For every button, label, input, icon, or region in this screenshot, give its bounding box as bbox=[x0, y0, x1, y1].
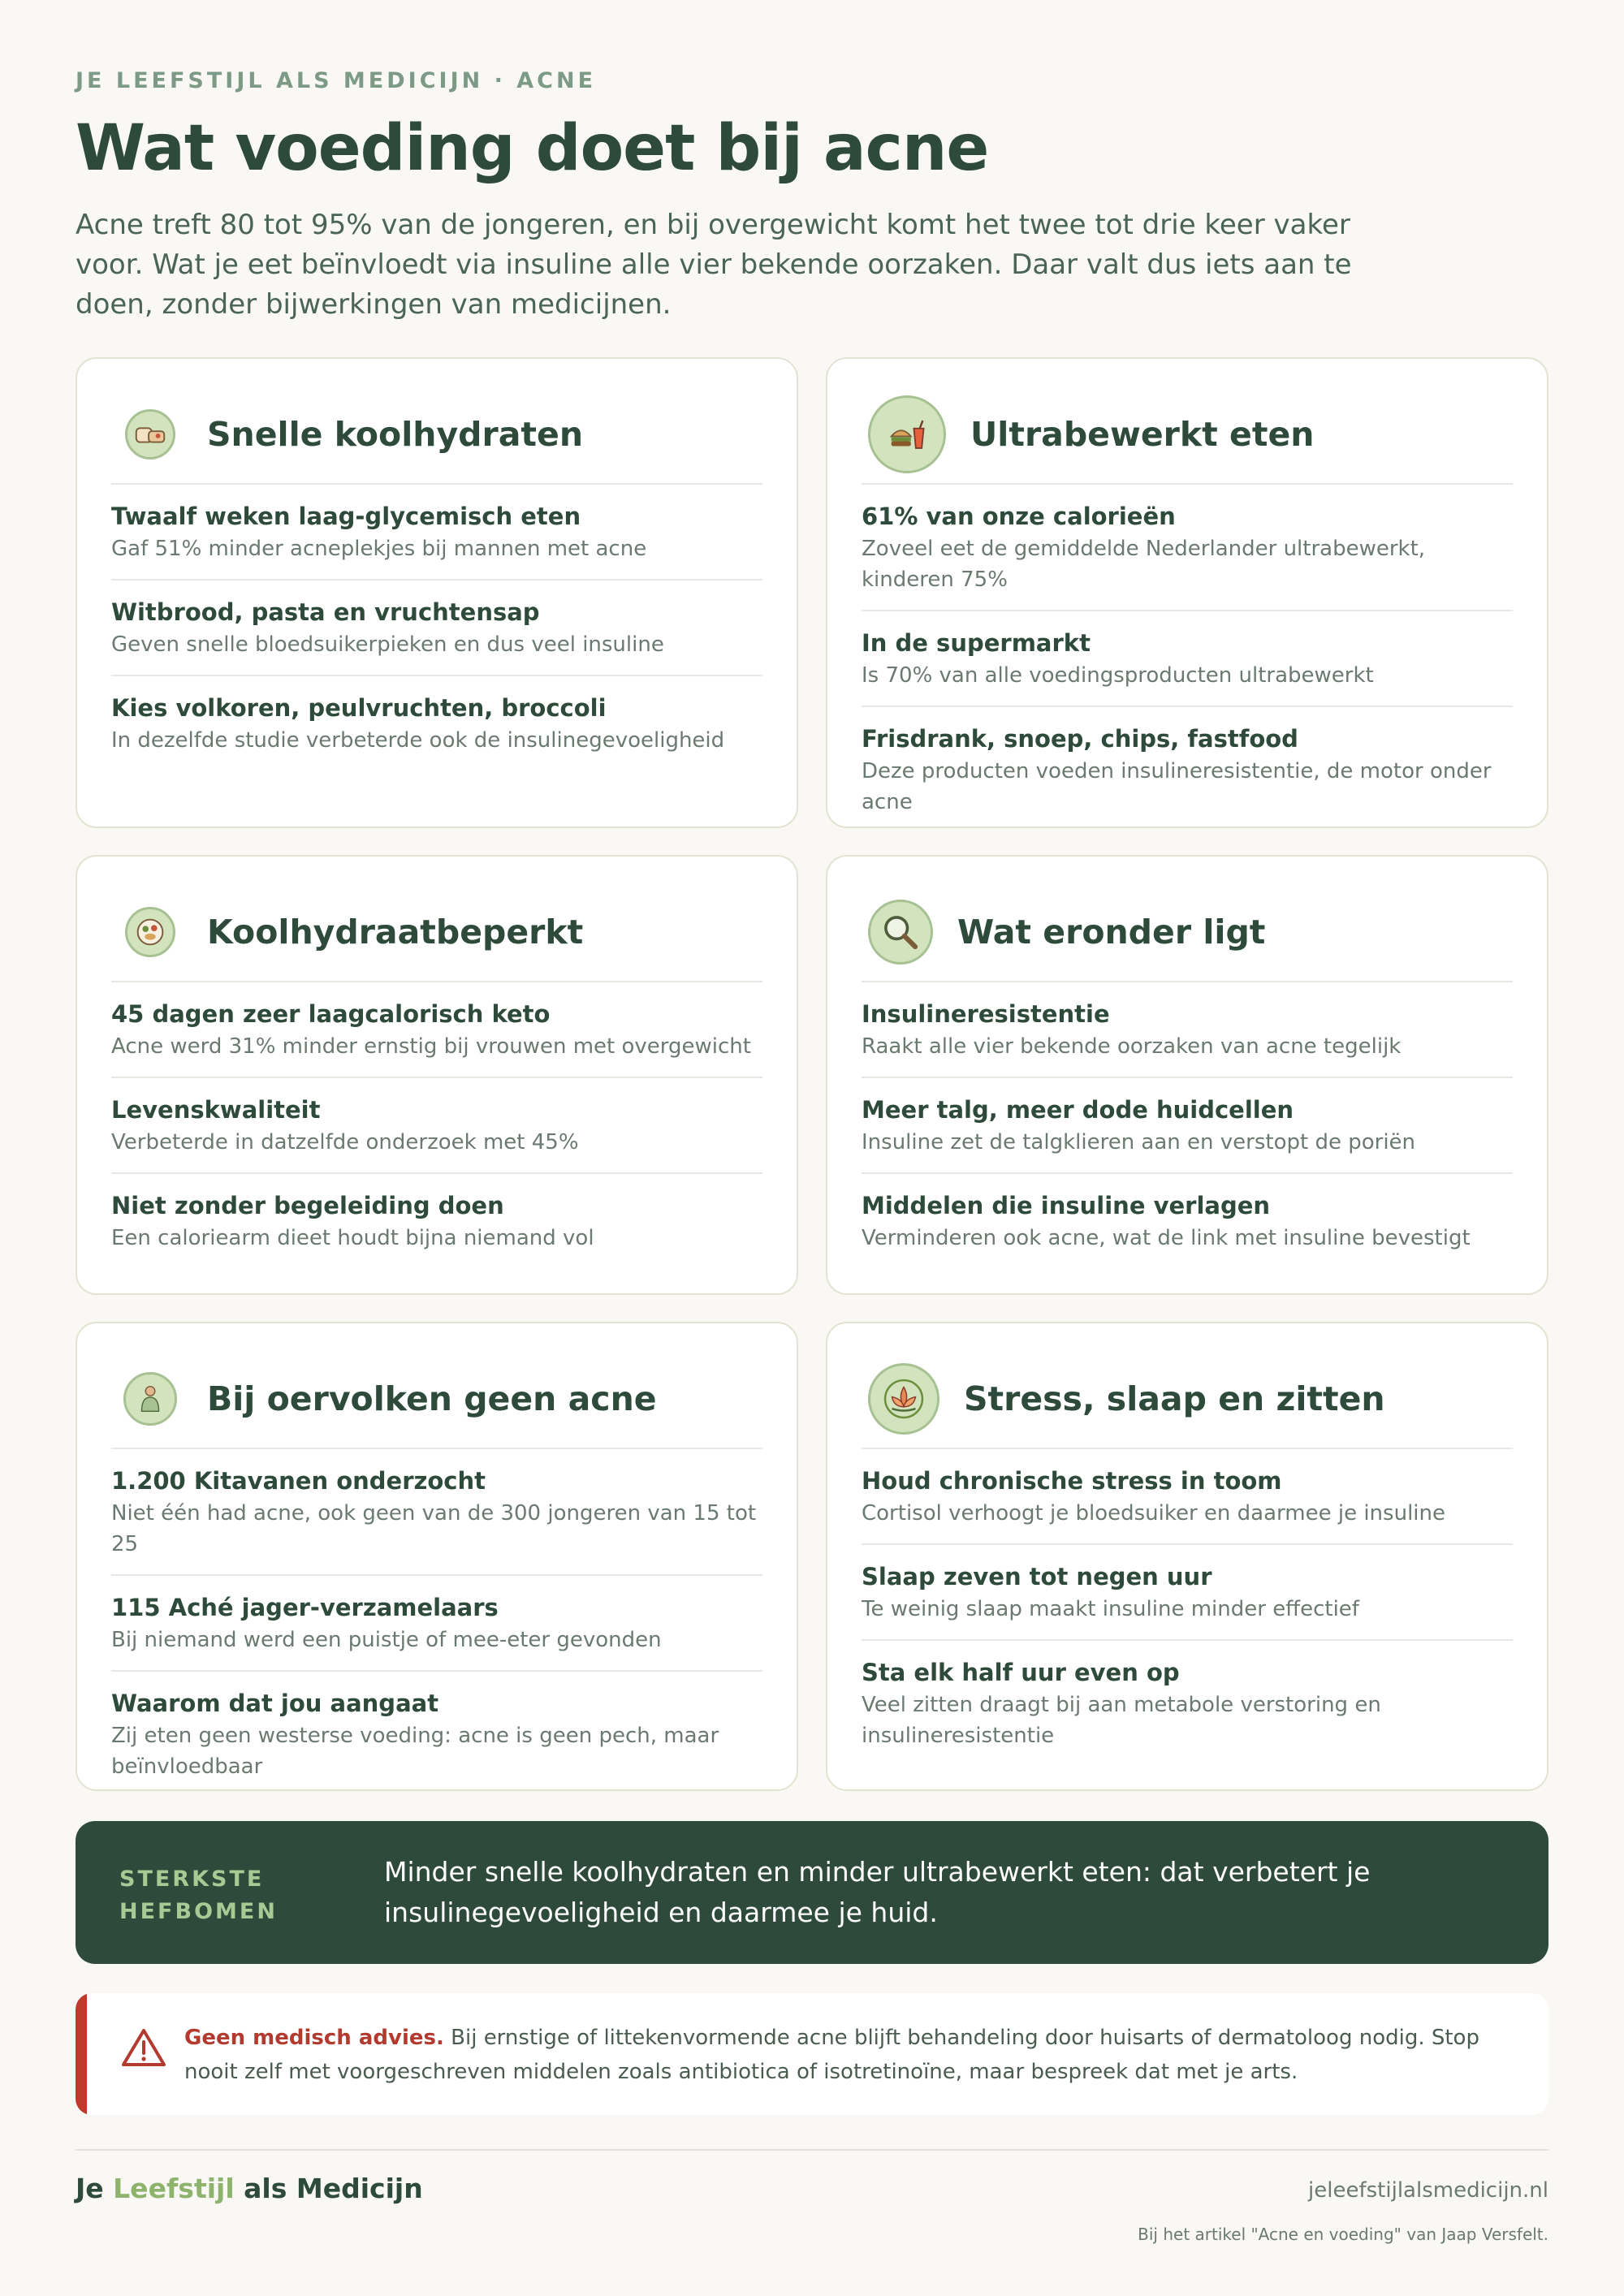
list-item bbox=[862, 1174, 1513, 1268]
plate-icon bbox=[125, 907, 175, 957]
item-title: 1.200 Kitavanen onderzocht bbox=[111, 1467, 486, 1495]
item-title: Witbrood, pasta en vruchtensap bbox=[111, 598, 540, 626]
brand-suffix: als Medicijn bbox=[234, 2173, 423, 2204]
page-title: Wat voeding doet bij acne bbox=[76, 112, 989, 185]
card-stress-slaap-en-zitten bbox=[826, 1322, 1548, 1791]
intro-paragraph: Acne treft 80 tot 95% van de jongeren, en bij overgewicht komt het twee tot drie keer vaker voor. Wat je eet beïnvloedt via insuline alle vier bekende oorzaken. Daar valt dus iets aan te doen, zonder bijwerkingen van medicijnen. bbox=[76, 209, 1352, 321]
list-item bbox=[111, 676, 762, 770]
warning-icon bbox=[121, 2027, 166, 2068]
list-item bbox=[862, 1641, 1513, 1766]
item-text: Te weinig slaap maakt insuline minder effectief bbox=[862, 1597, 1359, 1621]
card-title: Bij oervolken geen acne bbox=[207, 1379, 657, 1418]
card-title: Wat eronder ligt bbox=[957, 913, 1266, 952]
item-text: Verbeterde in datzelfde onderzoek met 45% bbox=[111, 1130, 579, 1154]
card-wat-eronder-ligt bbox=[826, 855, 1548, 1295]
item-text: Raakt alle vier bekende oorzaken van acne tegelijk bbox=[862, 1034, 1402, 1059]
item-text: Veel zitten draagt bij aan metabole verstoring en insulineresistentie bbox=[862, 1693, 1381, 1748]
lotus-icon bbox=[868, 1363, 939, 1435]
footer-credit: Bij het artikel "Acne en voeding" van Jaap Versfelt. bbox=[1138, 2225, 1548, 2244]
item-title: Sta elk half uur even op bbox=[862, 1659, 1180, 1686]
card-ultrabewerkt-eten bbox=[826, 357, 1548, 828]
item-title: Kies volkoren, peulvruchten, broccoli bbox=[111, 694, 607, 722]
list-item bbox=[862, 1078, 1513, 1174]
card-title: Ultrabewerkt eten bbox=[970, 415, 1315, 454]
item-text: Is 70% van alle voedingsproducten ultrabewerkt bbox=[862, 663, 1374, 688]
item-title: In de supermarkt bbox=[862, 629, 1091, 657]
list-item bbox=[111, 485, 762, 580]
item-title: Middelen die insuline verlagen bbox=[862, 1192, 1271, 1219]
eyebrow: JE LEEFSTIJL ALS MEDICIJN · ACNE bbox=[76, 68, 597, 93]
list-item bbox=[862, 485, 1513, 611]
item-title: Meer talg, meer dode huidcellen bbox=[862, 1096, 1294, 1124]
list-item bbox=[111, 1078, 762, 1174]
card-koolhydraatbeperkt bbox=[76, 855, 798, 1295]
key-levers-banner bbox=[76, 1821, 1548, 1964]
item-text: Geven snelle bloedsuikerpieken en dus veel insuline bbox=[111, 632, 664, 657]
footer-divider bbox=[76, 2149, 1548, 2151]
item-text: Verminderen ook acne, wat de link met insuline bevestigt bbox=[862, 1226, 1471, 1250]
item-title: Slaap zeven tot negen uur bbox=[862, 1563, 1212, 1590]
card-title: Koolhydraatbeperkt bbox=[207, 913, 584, 952]
list-item bbox=[111, 1672, 762, 1797]
warning-accent-bar bbox=[76, 1993, 87, 2115]
fastfood-icon bbox=[868, 395, 946, 473]
brand-accent: Leefstijl bbox=[113, 2173, 235, 2204]
list-item bbox=[862, 611, 1513, 707]
item-title: Twaalf weken laag-glycemisch eten bbox=[111, 503, 581, 530]
list-item bbox=[111, 982, 762, 1078]
list-item bbox=[862, 982, 1513, 1078]
card-bij-oervolken-geen-acne bbox=[76, 1322, 798, 1791]
footer-brand bbox=[76, 2173, 423, 2204]
medical-disclaimer bbox=[76, 1993, 1548, 2115]
item-text: Gaf 51% minder acneplekjes bij mannen met acne bbox=[111, 537, 647, 561]
item-text: Een caloriearm dieet houdt bijna niemand vol bbox=[111, 1226, 594, 1250]
item-text: Bij niemand werd een puistje of mee-eter gevonden bbox=[111, 1628, 662, 1652]
banner-label: STERKSTE HEFBOMEN bbox=[119, 1867, 278, 1924]
item-title: Insulineresistentie bbox=[862, 1000, 1110, 1028]
item-title: Waarom dat jou aangaat bbox=[111, 1690, 439, 1717]
list-item bbox=[111, 1576, 762, 1672]
item-text: In dezelfde studie verbeterde ook de insulinegevoeligheid bbox=[111, 728, 725, 753]
item-text: Deze producten voeden insulineresistentie, de motor onder acne bbox=[862, 759, 1492, 814]
list-item bbox=[862, 1449, 1513, 1545]
list-item bbox=[111, 580, 762, 676]
magnifier-icon bbox=[868, 900, 933, 965]
card-snelle-koolhydraten bbox=[76, 357, 798, 828]
disclaimer-body: Bij ernstige of littekenvormende acne blijft behandeling door huisarts of dermatoloog nodig. Stop nooit zelf met voorgeschreven middelen zoals antibiotica of isotretinoïne, maar bespreek dat met je arts. bbox=[184, 2026, 1479, 2084]
card-title: Snelle koolhydraten bbox=[207, 415, 584, 454]
brand-prefix: Je bbox=[76, 2173, 114, 2204]
item-title: 115 Aché jager-verzamelaars bbox=[111, 1594, 499, 1621]
item-title: 45 dagen zeer laagcalorisch keto bbox=[111, 1000, 551, 1028]
item-title: Frisdrank, snoep, chips, fastfood bbox=[862, 725, 1298, 753]
list-item bbox=[862, 1545, 1513, 1641]
list-item bbox=[862, 707, 1513, 832]
list-item bbox=[111, 1174, 762, 1268]
item-title: Levenskwaliteit bbox=[111, 1096, 321, 1124]
list-item bbox=[111, 1449, 762, 1576]
item-text: Zij eten geen westerse voeding: acne is geen pech, maar beïnvloedbaar bbox=[111, 1724, 719, 1779]
item-title: Houd chronische stress in toom bbox=[862, 1467, 1282, 1495]
item-text: Zoveel eet de gemiddelde Nederlander ultrabewerkt, kinderen 75% bbox=[862, 537, 1426, 592]
item-title: 61% van onze calorieën bbox=[862, 503, 1176, 530]
disclaimer-text bbox=[184, 2021, 1516, 2089]
bread-icon bbox=[125, 409, 175, 460]
footer-url[interactable]: jeleefstijlalsmedicijn.nl bbox=[1308, 2178, 1548, 2203]
card-title: Stress, slaap en zitten bbox=[964, 1379, 1385, 1418]
banner-text: Minder snelle koolhydraten en minder ultrabewerkt eten: dat verbetert je insulinegevoeligheid en daarmee je huid. bbox=[384, 1856, 1371, 1928]
person-icon bbox=[123, 1372, 177, 1426]
item-text: Niet één had acne, ook geen van de 300 jongeren van 15 tot 25 bbox=[111, 1501, 757, 1556]
item-text: Cortisol verhoogt je bloedsuiker en daarmee je insuline bbox=[862, 1501, 1445, 1526]
item-text: Insuline zet de talgklieren aan en verstopt de poriën bbox=[862, 1130, 1416, 1154]
item-text: Acne werd 31% minder ernstig bij vrouwen met overgewicht bbox=[111, 1034, 751, 1059]
item-title: Niet zonder begeleiding doen bbox=[111, 1192, 504, 1219]
disclaimer-label: Geen medisch advies. bbox=[184, 2026, 444, 2050]
